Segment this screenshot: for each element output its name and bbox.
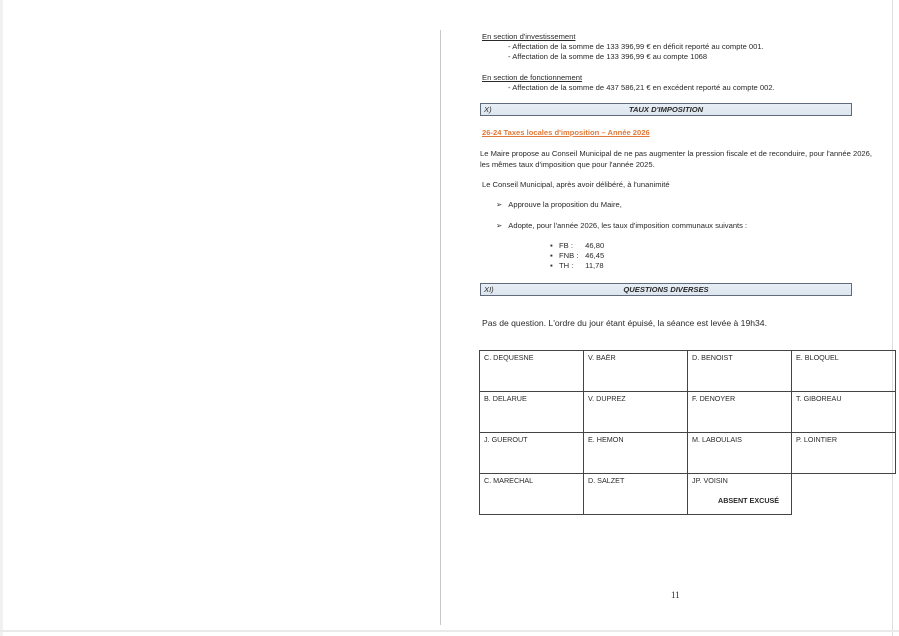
section-11-header <box>480 283 852 296</box>
signature-cell-voisin <box>688 474 792 515</box>
point-2-text: Adopte, pour l'année 2026, les taux d'imposition communaux suivants : <box>508 221 748 230</box>
empty-cell <box>792 474 896 515</box>
square-bullet-icon: ▪ <box>550 261 553 270</box>
section-11-number: XI) <box>484 285 494 294</box>
signature-table <box>479 350 896 515</box>
signature-cell: C. DEQUESNE <box>480 351 584 392</box>
table-row <box>480 474 896 515</box>
signature-cell: V. BAËR <box>584 351 688 392</box>
square-bullet-icon: ▪ <box>550 241 553 250</box>
invest-line-1: - Affectation de la somme de 133 396,99 € en déficit reporté au compte 001. <box>508 42 764 51</box>
rate-value: 46,80 <box>585 241 605 250</box>
fonct-line-1: - Affectation de la somme de 437 586,21 € en excédent reporté au compte 002. <box>508 83 775 92</box>
signature-cell: M. LABOULAIS <box>688 433 792 474</box>
deliberation-intro: Le Maire propose au Conseil Municipal de ne pas augmenter la pression fiscale et de reconduire, pour l'année 2026, les mêmes taux d'imposition que pour l'année 2025. <box>480 149 872 169</box>
invest-line-2: - Affectation de la somme de 133 396,99 € au compte 1068 <box>508 52 708 61</box>
rate-label: TH : <box>559 261 574 270</box>
section-10-title: TAUX D'IMPOSITION <box>628 105 704 114</box>
table-row <box>480 392 896 433</box>
signature-cell: D. BENOIST <box>688 351 792 392</box>
signature-cell: P. LOINTIER <box>792 433 896 474</box>
fonct-heading: En section de fonctionnement <box>482 73 583 82</box>
scan-right-edge <box>892 0 893 636</box>
deliberation-title: 26-24 Taxes locales d'imposition – Année 2026 <box>482 128 650 137</box>
page-number: 11 <box>671 590 680 600</box>
scan-left-edge <box>0 0 3 636</box>
closing-statement: Pas de question. L'ordre du jour étant épuisé, la séance est levée à 19h34. <box>482 318 767 328</box>
section-10-header <box>480 103 852 116</box>
invest-heading: En section d'investissement <box>482 32 576 41</box>
rate-row-th <box>550 261 604 272</box>
section-10-number: X) <box>484 105 492 114</box>
scan-bottom-edge <box>0 630 899 632</box>
signature-name: JP. VOISIN <box>692 476 728 485</box>
signature-cell: V. DUPREZ <box>584 392 688 433</box>
signature-cell: B. DELARUE <box>480 392 584 433</box>
rate-row-fnb <box>550 251 604 262</box>
section-11-title: QUESTIONS DIVERSES <box>623 285 709 294</box>
arrow-bullet-icon: ➢ <box>496 200 503 209</box>
table-row <box>480 351 896 392</box>
signature-cell: T. GIBOREAU <box>792 392 896 433</box>
table-row <box>480 433 896 474</box>
signature-cell: D. SALZET <box>584 474 688 515</box>
signature-cell: F. DENOYER <box>688 392 792 433</box>
rate-label: FNB : <box>559 251 579 260</box>
point-1-text: Approuve la proposition du Maire, <box>508 200 622 209</box>
rate-value: 46,45 <box>585 251 605 260</box>
signature-cell: E. BLOQUEL <box>792 351 896 392</box>
signature-cell: J. GUEROUT <box>480 433 584 474</box>
signature-cell: E. HEMON <box>584 433 688 474</box>
rate-value: 11,78 <box>585 261 604 270</box>
rate-row-fb <box>550 241 604 252</box>
deliberation-point-1 <box>496 200 622 211</box>
deliberation-vote: Le Conseil Municipal, après avoir délibéré, à l'unanimité <box>482 180 670 189</box>
page-fold-line <box>440 30 441 625</box>
arrow-bullet-icon: ➢ <box>496 221 503 230</box>
absent-note: ABSENT EXCUSÉ <box>718 496 780 505</box>
deliberation-point-2 <box>496 221 747 232</box>
rate-label: FB : <box>559 241 573 250</box>
signature-cell: C. MARECHAL <box>480 474 584 515</box>
square-bullet-icon: ▪ <box>550 251 553 260</box>
